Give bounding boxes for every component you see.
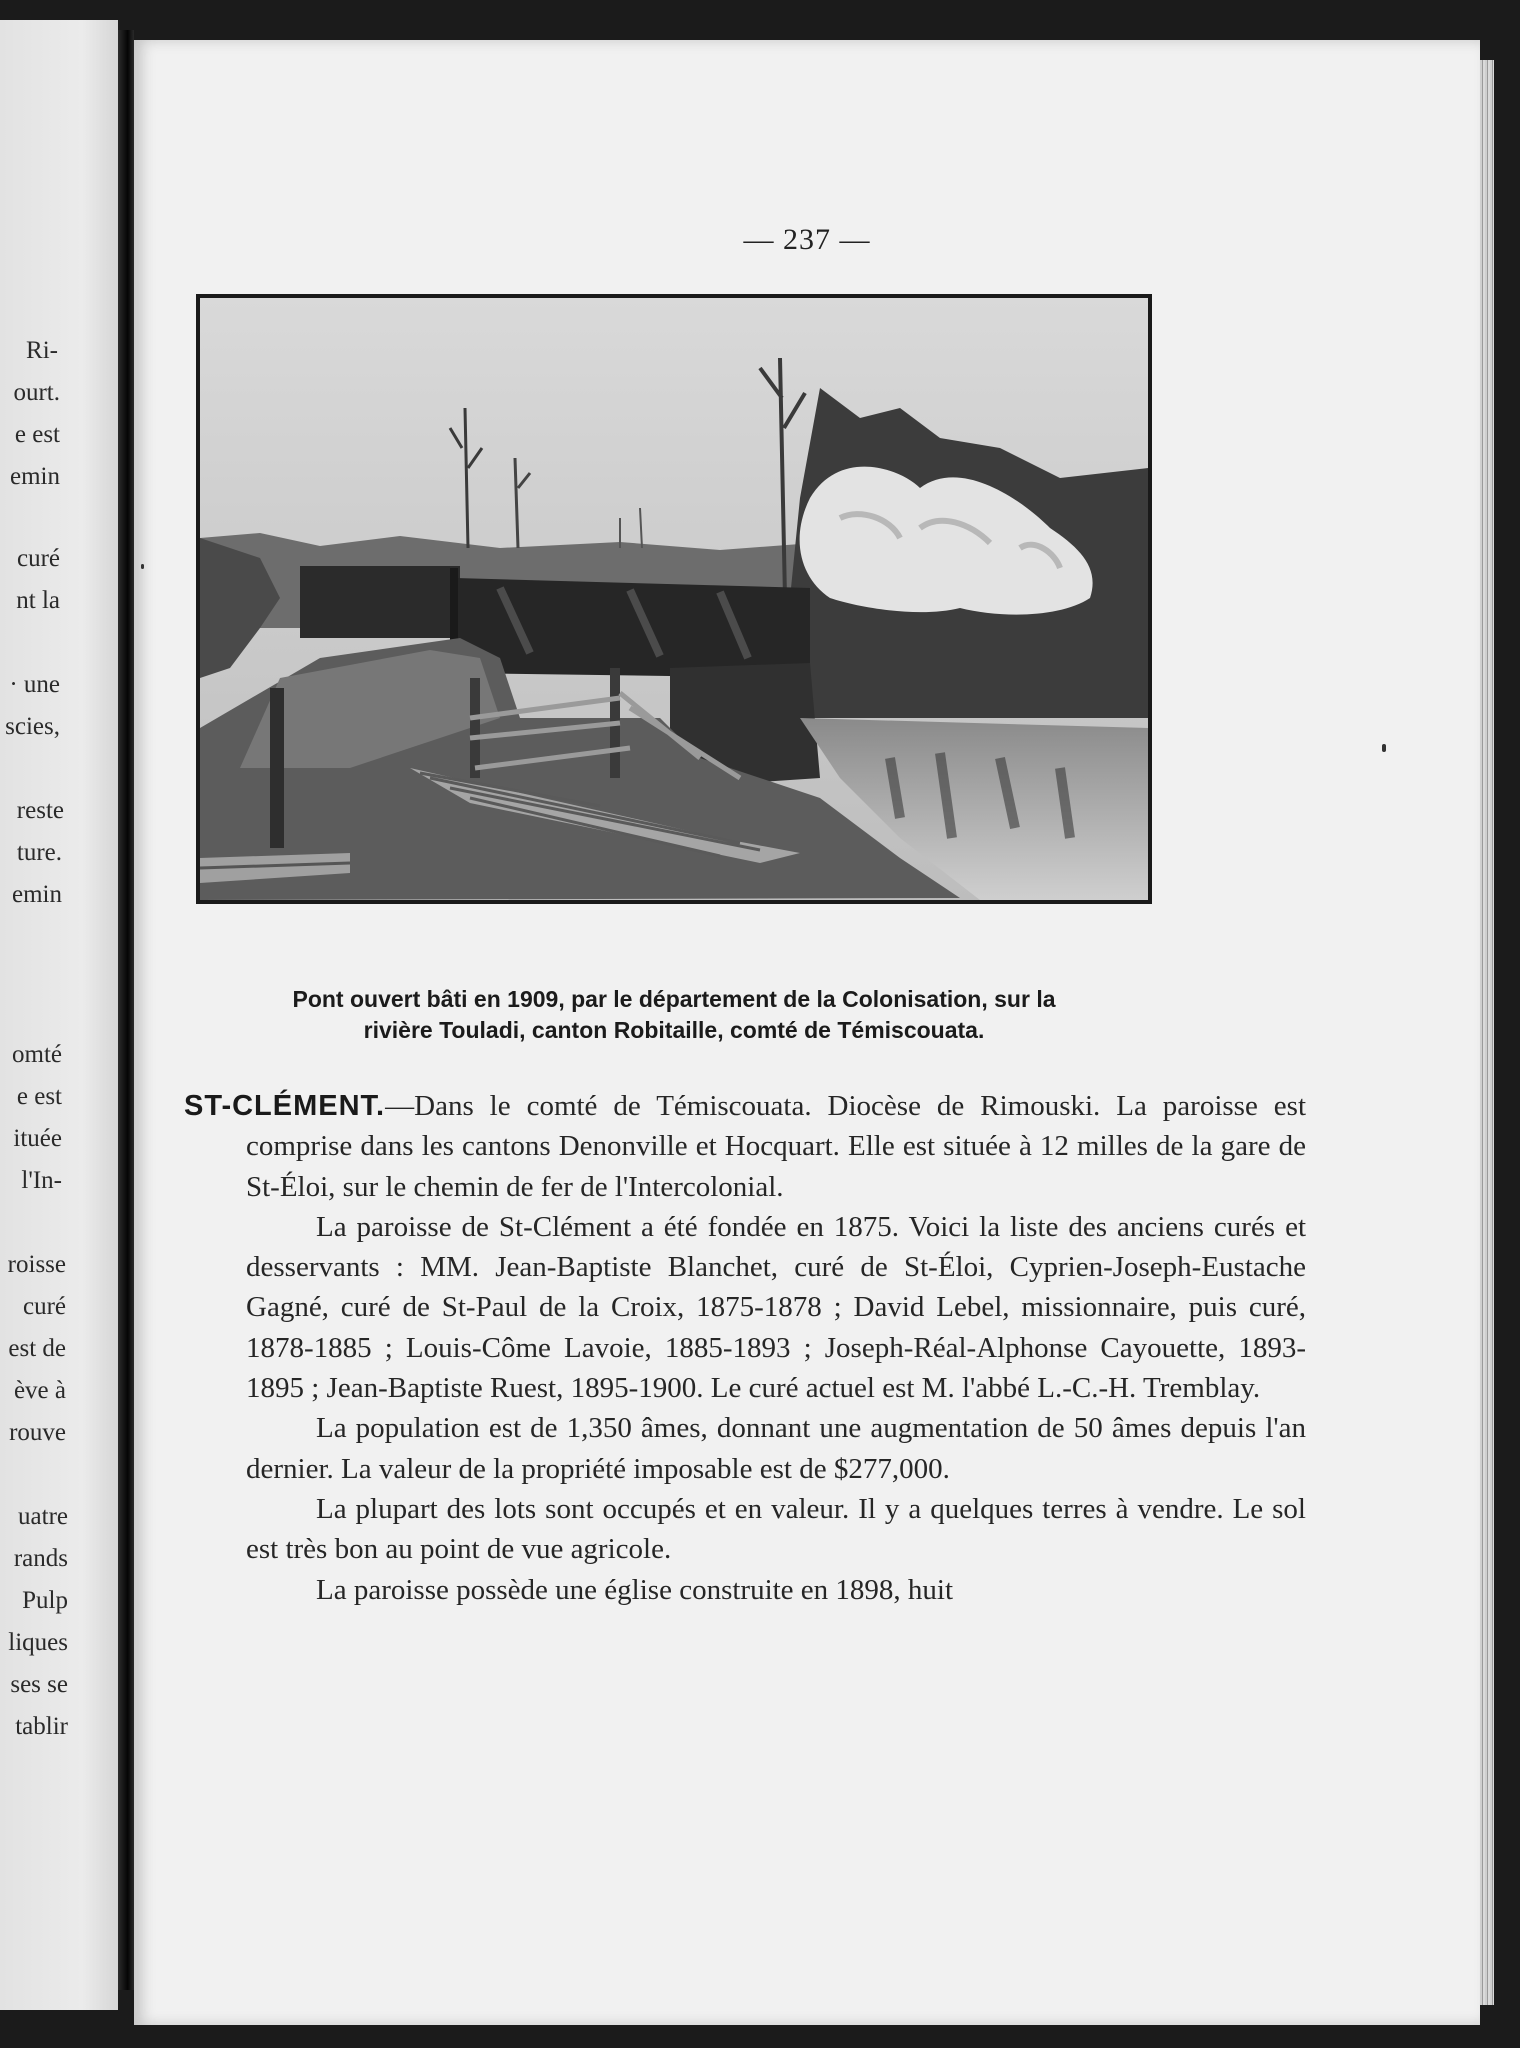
left-page-fragment: ourt. xyxy=(13,379,60,406)
left-page-fragment: rands xyxy=(13,1545,68,1572)
article-paragraph-2: La paroisse de St-Clément a été fondée en 1875. Voici la liste des anciens curés et desservants : MM. Jean-Baptiste Blanchet, curé de St-Éloi, Cyprien-Joseph-Eustache Gagné, curé de St-Paul de la Croix, 1875-1878 ; David Lebel, missionnaire, puis curé, 1878-1885 ; Louis-Côme Lavoie, 1885-1893 ; Joseph-Réal-Alphonse Cayouette, 1893-1895 ; Jean-Baptiste Ruest, 1895-1900. Le curé actuel est M. l'abbé L.-C.-H. Tremblay. xyxy=(246,1210,1306,1405)
caption-line-2: rivière Touladi, canton Robitaille, comté de Témiscouata. xyxy=(363,1017,985,1043)
left-page-fragment: Pulp xyxy=(22,1587,68,1614)
left-page-fragment: liques xyxy=(8,1629,68,1656)
scan-speck xyxy=(1382,744,1386,752)
article-paragraph-4: La plupart des lots sont occupés et en valeur. Il y a quelques terres à vendre. Le sol est très bon au point de vue agricole. xyxy=(246,1492,1306,1566)
article-body xyxy=(184,1086,1306,1610)
left-page-fragment: uatre xyxy=(18,1503,68,1530)
caption-line-1: Pont ouvert bâti en 1909, par le département de la Colonisation, sur la xyxy=(292,986,1056,1012)
left-page-fragment: emin xyxy=(10,463,60,490)
book-gutter xyxy=(118,30,134,1990)
left-page-fragment: Ri- xyxy=(26,337,58,364)
left-page-fragment: ses se xyxy=(10,1671,68,1698)
left-page-fragment: scies, xyxy=(5,713,60,740)
left-facing-page xyxy=(0,20,118,2010)
left-page-fragment: omté xyxy=(12,1041,62,1068)
left-page-fragment: e est xyxy=(14,421,60,448)
left-page-fragment: ituée xyxy=(13,1125,62,1152)
left-page-fragment: nt la xyxy=(16,587,60,614)
left-page-fragment: curé xyxy=(16,545,60,572)
article-heading: ST-CLÉMENT. xyxy=(184,1090,386,1122)
page-edge xyxy=(1480,60,1494,2005)
left-page-fragment: e est xyxy=(16,1083,62,1110)
book-page xyxy=(134,40,1480,2025)
left-page-fragment: ève à xyxy=(13,1377,66,1404)
left-page-fragment: l'In- xyxy=(21,1167,62,1194)
paragraph-text: —Dans le comté de Témiscouata. Diocèse de Rimouski. La paroisse est comprise dans les cantons Denonville et Hocquart. Elle est située à 12 milles de la gare de St-Éloi, sur le chemin de fer de l'Intercolonial. xyxy=(246,1090,1306,1203)
article-paragraph-3: La population est de 1,350 âmes, donnant une augmentation de 50 âmes depuis l'an dernier. La valeur de la propriété imposable est de $277,000. xyxy=(246,1412,1306,1485)
page-number: — 237 — xyxy=(743,223,871,256)
left-page-fragment: rouve xyxy=(9,1419,66,1446)
article-paragraph-5: La paroisse possède une église construite en 1898, huit xyxy=(316,1573,954,1606)
left-page-fragment: curé xyxy=(22,1293,66,1320)
left-page-fragment: reste xyxy=(16,797,64,824)
photo-caption xyxy=(174,984,1174,1046)
bridge-photograph-icon xyxy=(196,294,1152,904)
left-page-fragment: emin xyxy=(12,881,62,908)
scan-speck xyxy=(141,564,144,569)
left-page-fragment: roisse xyxy=(7,1251,66,1278)
article-paragraph-1 xyxy=(184,1086,1306,1207)
left-page-fragment: est de xyxy=(8,1335,66,1362)
left-page-fragment: ture. xyxy=(16,839,62,866)
bridge-photograph-icon xyxy=(200,298,1148,900)
left-page-fragment: tablir xyxy=(15,1713,68,1740)
left-page-fragment: · une xyxy=(9,671,60,698)
